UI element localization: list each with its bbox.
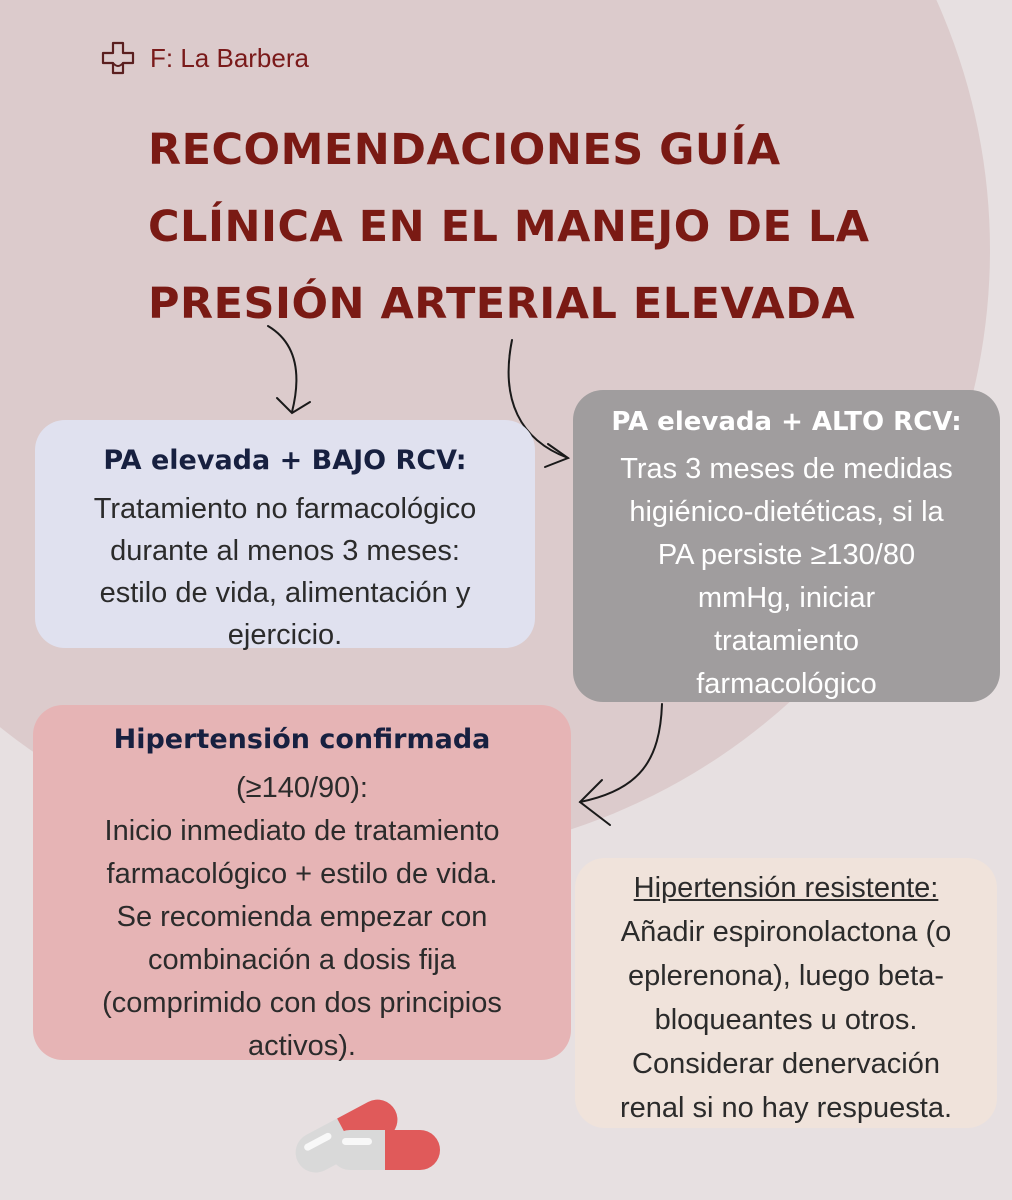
high-risk-heading: PA elevada + ALTO RCV: [611,407,962,437]
title-line-1: RECOMENDACIONES GUÍA [148,125,781,175]
page-title [148,112,988,343]
high-risk-card [573,390,1000,702]
source-header [100,40,309,76]
low-risk-heading: PA elevada + BAJO RCV: [103,445,467,476]
low-risk-body: Tratamiento no farmacológico durante al menos 3 meses: estilo de vida, alimentación y ejercicio. [93,493,477,651]
resistant-heading: Hipertensión resistente: [633,872,939,904]
confirmed-hypertension-card [33,705,571,1060]
title-line-3: PRESIÓN ARTERIAL ELEVADA [148,279,856,329]
pill-capsules-icon [280,1082,450,1182]
confirmed-body: (≥140/90): Inicio inmediato de tratamiento farmacológico + estilo de vida. Se recomienda empezar con combinación a dosis fija (comprimido con dos principios activos). [102,772,502,1062]
low-risk-card [35,420,535,651]
confirmed-heading: Hipertensión confirmada [113,724,491,755]
title-line-2: CLÍNICA EN EL MANEJO DE LA [148,202,870,252]
high-risk-body: Tras 3 meses de medidas higiénico-dietéticas, si la PA persiste ≥130/80 mmHg, iniciar tratamiento farmacológico [620,453,953,700]
source-label: F: La Barbera [150,42,309,73]
medical-cross-icon [100,40,136,76]
resistant-body: Añadir espironolactona (o eplerenona), luego beta- bloqueantes u otros. Considerar denervación renal si no hay respuesta. [619,916,953,1124]
resistant-hypertension-card [575,858,997,1128]
